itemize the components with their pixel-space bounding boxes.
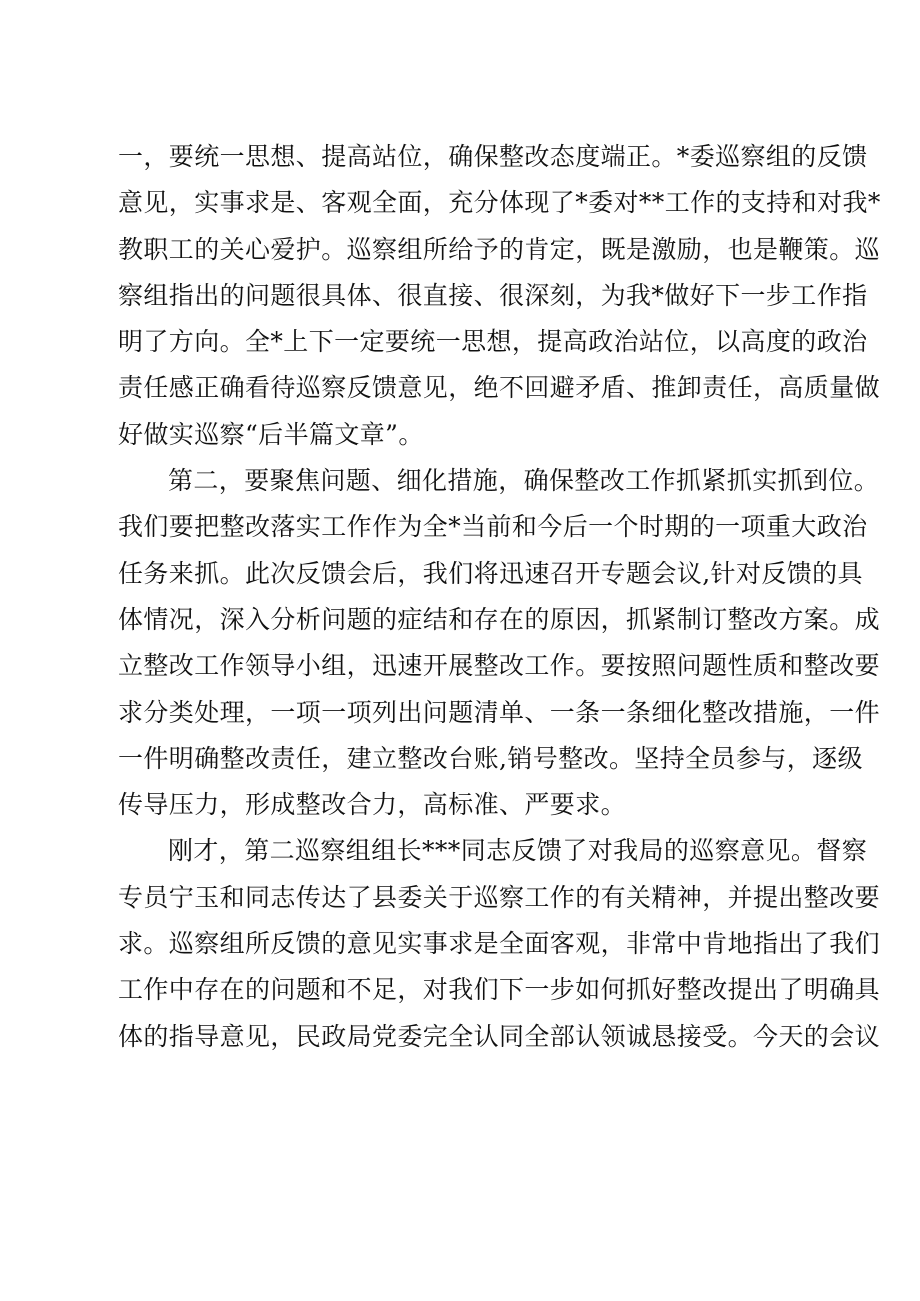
paragraph-3-line-2: 专员宁玉和同志传达了县委关于巡察工作的有关精神，并提出整改要 — [118, 882, 881, 912]
paragraph-3-line-1: 刚才，第二巡察组组长***同志反馈了对我局的巡察意见。督察 — [168, 836, 868, 866]
paragraph-2-line-4: 体情况，深入分析问题的症结和存在的原因，抓紧制订整改方案。成 — [118, 604, 881, 634]
paragraph-2-line-2: 我们要把整改落实工作作为全*当前和今后一个时期的一项重大政治 — [118, 512, 868, 542]
paragraph-1-line-2: 意见，实事求是、客观全面，充分体现了*委对**工作的支持和对我* — [118, 188, 881, 218]
paragraph-3-line-3: 求。巡察组所反馈的意见实事求是全面客观，非常中肯地指出了我们 — [118, 929, 881, 959]
paragraph-1-line-5: 明了方向。全*上下一定要统一思想，提高政治站位，以高度的政治 — [118, 327, 868, 357]
paragraph-3-line-4: 工作中存在的问题和不足，对我们下一步如何抓好整改提出了明确具 — [118, 975, 881, 1005]
paragraph-1-line-4: 察组指出的问题很具体、很直接、很深刻，为我*做好下一步工作指 — [118, 280, 868, 310]
paragraph-2-line-3: 任务来抓。此次反馈会后，我们将迅速召开专题会议,针对反馈的具 — [118, 558, 863, 588]
paragraph-2-line-6: 求分类处理，一项一项列出问题清单、一条一条细化整改措施，一件 — [118, 697, 881, 727]
paragraph-1-line-6: 责任感正确看待巡察反馈意见，绝不回避矛盾、推卸责任，高质量做 — [118, 373, 881, 403]
paragraph-2-line-5: 立整改工作领导小组，迅速开展整改工作。要按照问题性质和整改要 — [118, 651, 881, 681]
paragraph-2-line-7: 一件明确整改责任，建立整改台账,销号整改。坚持全员参与，逐级 — [118, 743, 863, 773]
paragraph-1-line-7: 好做实巡察“后半篇文章”。 — [118, 419, 424, 449]
paragraph-2-line-8: 传导压力，形成整改合力，高标准、严要求。 — [118, 790, 627, 820]
paragraph-2-line-1: 第二，要聚焦问题、细化措施，确保整改工作抓紧抓实抓到位。 — [168, 466, 880, 496]
paragraph-1-line-3: 教职工的关心爱护。巡察组所给予的肯定，既是激励，也是鞭策。巡 — [118, 234, 881, 264]
paragraph-1-line-1: 一，要统一思想、提高站位，确保整改态度端正。*委巡察组的反馈 — [118, 142, 868, 171]
document-body — [118, 134, 881, 1060]
paragraph-3-line-5: 体的指导意见，民政局党委完全认同全部认领诚恳接受。今天的会议 — [118, 1021, 881, 1051]
